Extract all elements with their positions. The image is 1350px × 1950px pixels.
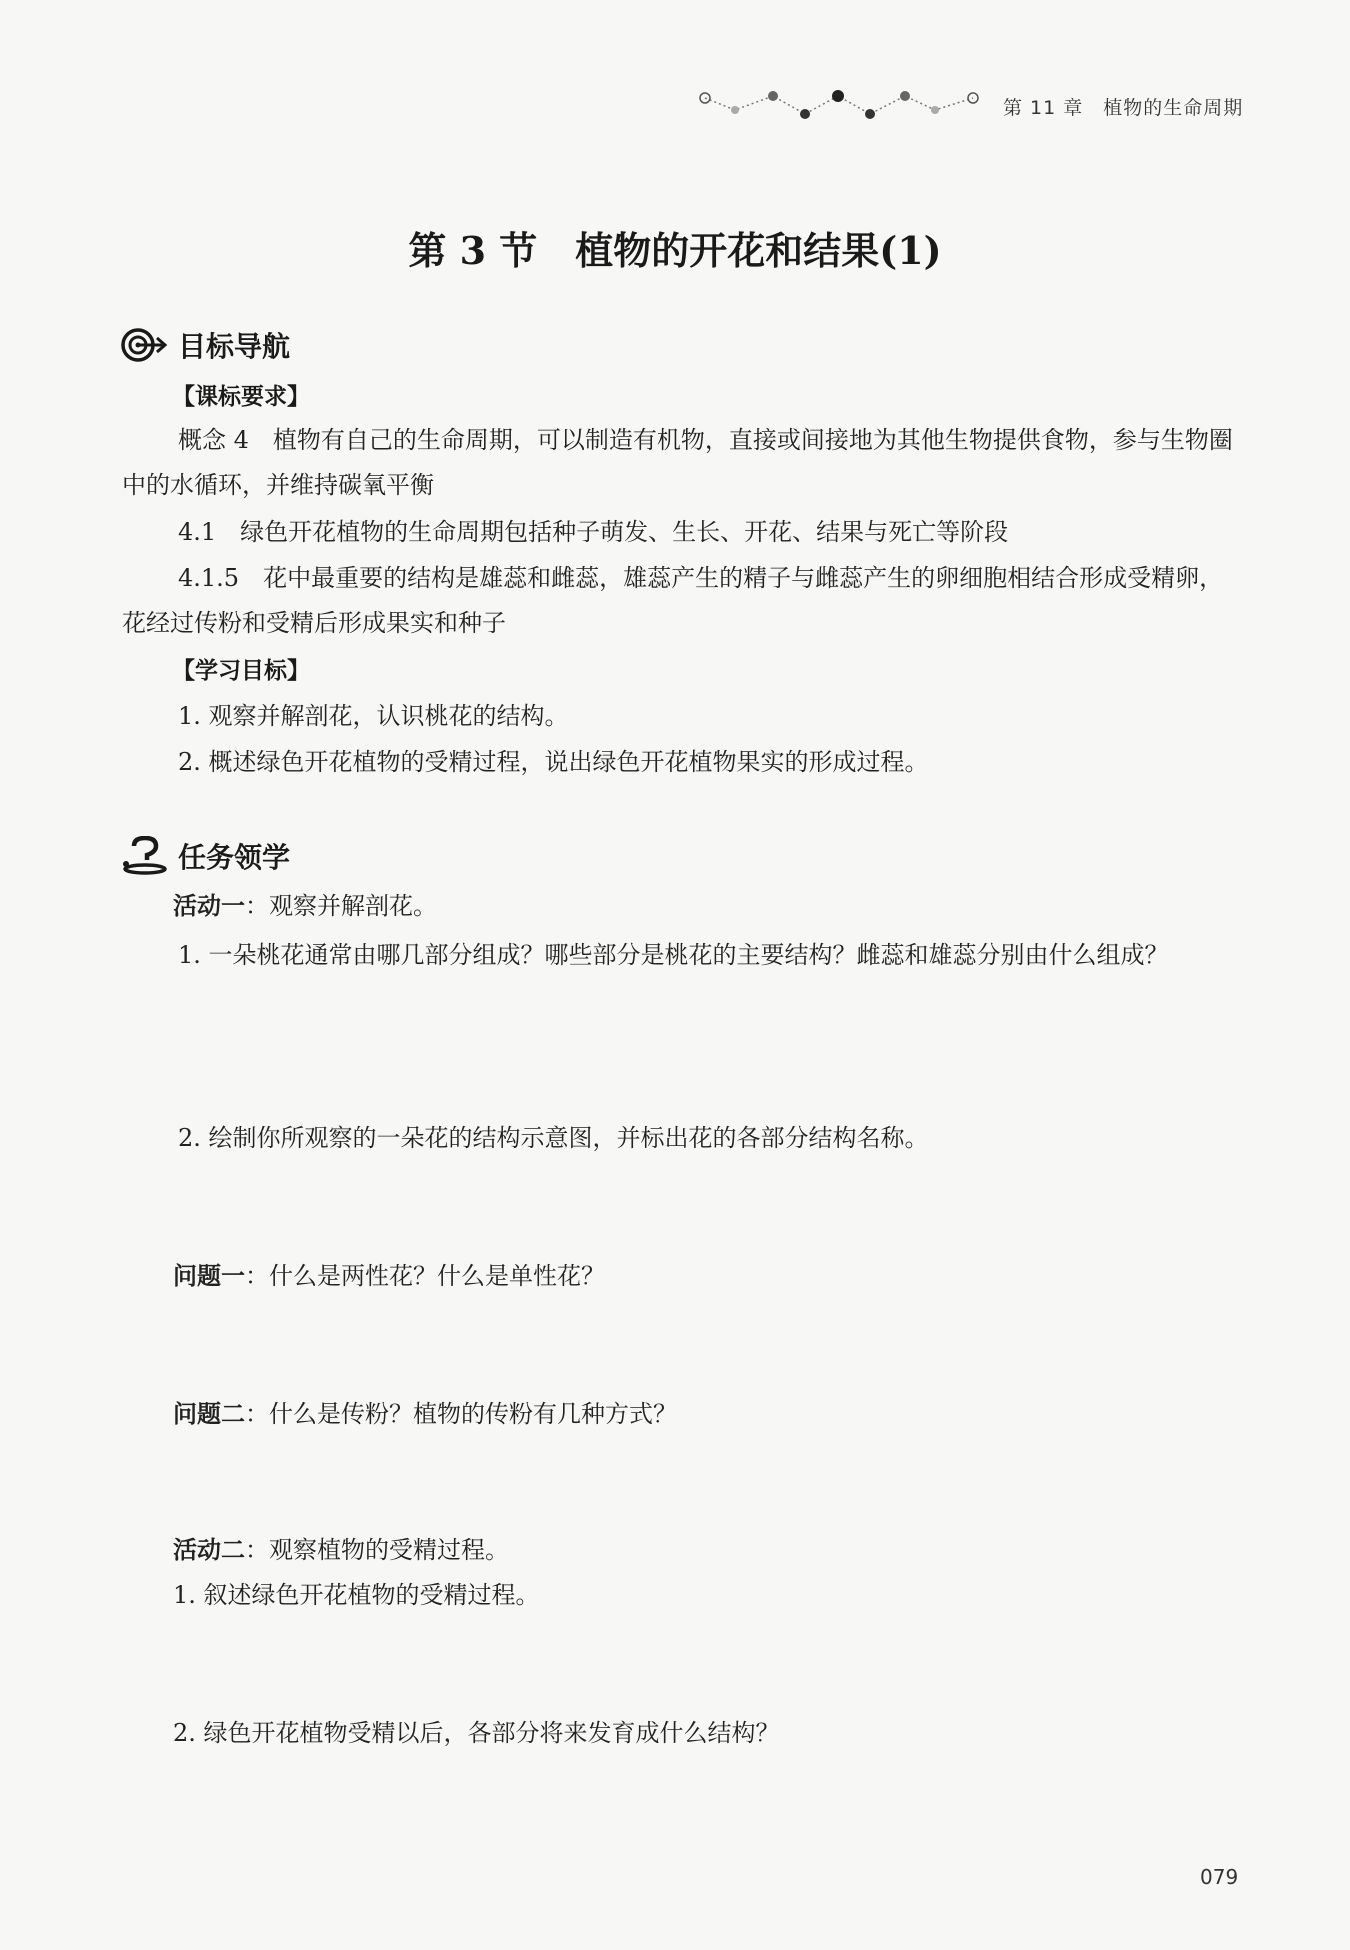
activity-2-question-2: 2. 绿色开花植物受精以后，各部分将来发育成什么结构？ — [173, 1719, 780, 1747]
activity-1-question-2: 2. 绘制你所观察的一朵花的结构示意图，并标出花的各部分结构名称。 — [178, 1124, 929, 1152]
question-2-line — [173, 1392, 677, 1437]
goals-heading-text: 目标导航 — [178, 330, 291, 363]
chapter-label: 第 11 章 植物的生命周期 — [1003, 97, 1244, 119]
tasks-heading — [120, 836, 290, 876]
activity-1-text: ：观察并解剖花。 — [245, 892, 437, 920]
question-2-label: 问题二 — [173, 1400, 245, 1428]
goal-2-text: 2. 概述绿色开花植物的受精过程，说出绿色开花植物果实的形成过程。 — [178, 748, 929, 776]
activity-2-text: ：观察植物的受精过程。 — [245, 1536, 509, 1564]
item-4-1-text: 4.1 绿色开花植物的生命周期包括种子萌发、生长、开花、结果与死亡等阶段 — [178, 518, 1009, 546]
target-arrow-icon — [120, 325, 170, 365]
concept-4-text: 概念 4 植物有自己的生命周期，可以制造有机物，直接或间接地为其他生物提供食物，参与生物圈中的水循环，并维持碳氧平衡 — [122, 426, 1233, 499]
question-2-text: ：什么是传粉？植物的传粉有几种方式？ — [245, 1400, 677, 1428]
goal-1-text: 1. 观察并解剖花，认识桃花的结构。 — [178, 702, 569, 730]
tasks-heading-text: 任务领学 — [178, 841, 291, 874]
activity-1-label: 活动一 — [173, 892, 245, 920]
dotted-wave-icon — [695, 80, 985, 120]
activity-2-label: 活动二 — [173, 1536, 245, 1564]
question-1-line — [173, 1254, 605, 1299]
page-number: 079 — [1200, 1865, 1239, 1889]
question-1-label: 问题一 — [173, 1262, 245, 1290]
question-1-text: ：什么是两性花？什么是单性花？ — [245, 1262, 605, 1290]
learning-goals-label: 【学习目标】 — [172, 658, 310, 684]
goals-heading — [120, 325, 290, 365]
activity-1-question-1: 1. 一朵桃花通常由哪几部分组成？哪些部分是桃花的主要结构？雌蕊和雄蕊分别由什么组成？ — [178, 941, 1169, 969]
curriculum-label: 【课标要求】 — [172, 384, 310, 410]
activity-2-line — [173, 1528, 509, 1573]
item-4-1-5-text: 4.1.5 花中最重要的结构是雄蕊和雌蕊，雄蕊产生的精子与雌蕊产生的卵细胞相结合形成受精卵，花经过传粉和受精后形成果实和种子 — [122, 564, 1224, 637]
activity-1-line — [173, 884, 437, 929]
page-title: 第 3 节 植物的开花和结果(1) — [408, 228, 942, 273]
question-person-icon — [120, 836, 170, 876]
activity-2-question-1: 1. 叙述绿色开花植物的受精过程。 — [173, 1581, 540, 1609]
